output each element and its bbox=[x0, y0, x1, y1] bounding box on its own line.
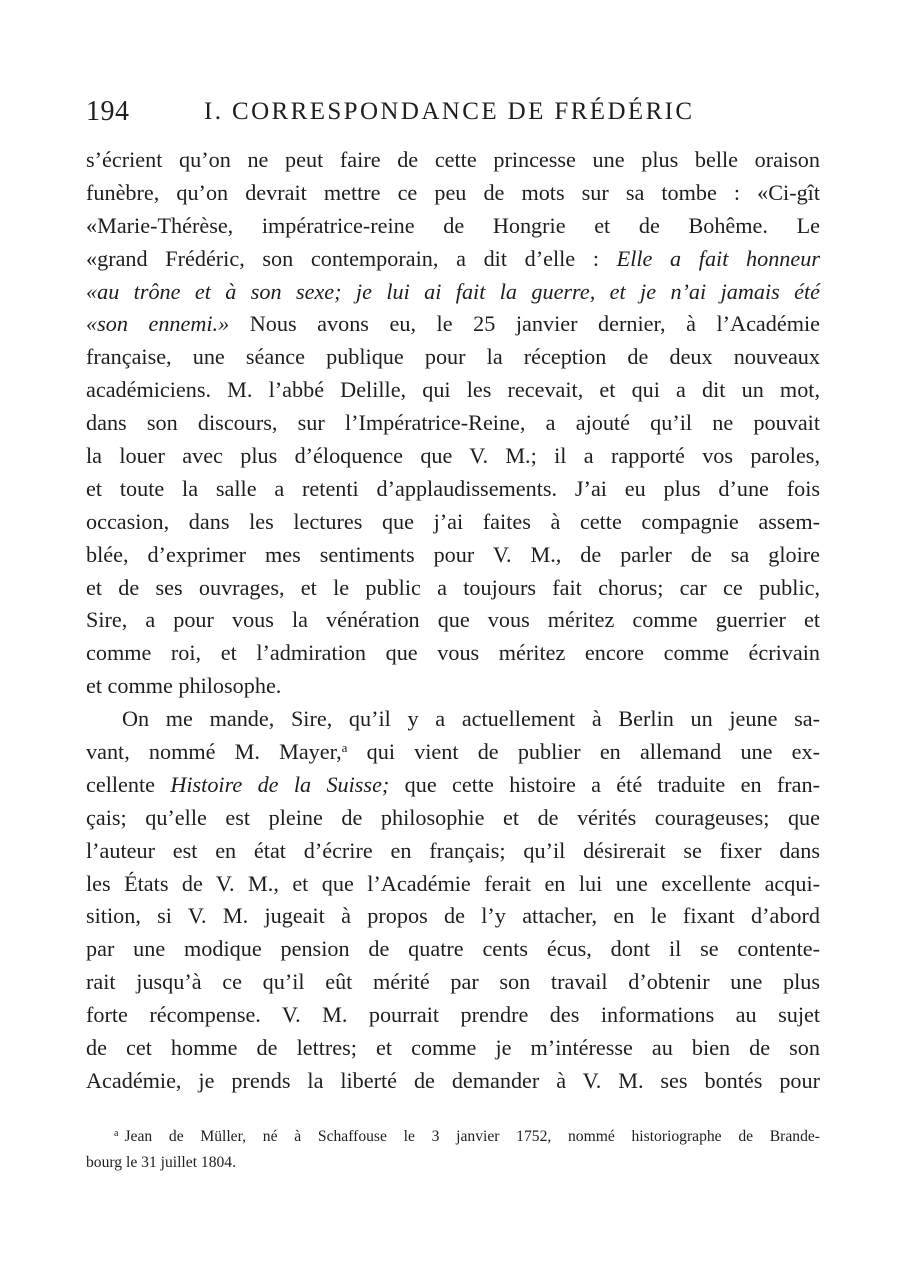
paragraph-2 bbox=[86, 703, 820, 1098]
text-line: On me mande, Sire, qu’il y a actuellement à Berlin un jeune sa- bbox=[122, 706, 820, 732]
text-line bbox=[86, 243, 820, 276]
body-text bbox=[86, 144, 820, 1098]
footnote-line: bourg le 31 juillet 1804. bbox=[86, 1154, 237, 1171]
text-run: qui vient de publier en allemand une ex- bbox=[347, 739, 820, 765]
text-line: par une modique pension de quatre cents écus, dont il se contente- bbox=[86, 936, 820, 962]
text-line: Académie, je prends la liberté de demander à V. M. ses bontés pour bbox=[86, 1067, 820, 1093]
page-header bbox=[86, 96, 826, 136]
text-run: vant, nommé M. Mayer, bbox=[86, 739, 342, 765]
text-line: les États de V. M., et que l’Académie ferait en lui une excellente acqui- bbox=[86, 870, 820, 896]
book-title: Histoire de la Suisse; bbox=[170, 771, 390, 797]
footnotes bbox=[86, 1124, 820, 1176]
italic-quote: «au trône et à son sexe; je lui ai fait la guerre, et je n’ai jamais été bbox=[86, 278, 820, 304]
text-line bbox=[86, 308, 820, 341]
text-line: l’auteur est en état d’écrire en français; qu’il désirerait se fixer dans bbox=[86, 837, 820, 863]
text-line: çais; qu’elle est pleine de philosophie et de vérités courageuses; que bbox=[86, 804, 820, 830]
text-line bbox=[86, 736, 820, 769]
text-line: académiciens. M. l’abbé Delille, qui les recevait, et qui a dit un mot, bbox=[86, 377, 820, 403]
italic-quote: «son ennemi.» bbox=[86, 311, 230, 337]
paragraph-1 bbox=[86, 144, 820, 703]
text-line bbox=[86, 276, 820, 309]
italic-quote: Elle a fait honneur bbox=[616, 245, 820, 271]
text-run: Nous avons eu, le 25 janvier dernier, à l’Académie bbox=[229, 311, 820, 337]
text-run: que cette histoire a été traduite en fran- bbox=[389, 771, 821, 797]
text-line: Sire, a pour vous la vénération que vous méritez comme guerrier et bbox=[86, 607, 820, 633]
page-number: 194 bbox=[86, 96, 130, 127]
text-line: la louer avec plus d’éloquence que V. M.; il a rapporté vos paroles, bbox=[86, 443, 820, 469]
running-title: I. CORRESPONDANCE DE FRÉDÉRIC bbox=[204, 98, 695, 125]
text-line: de cet homme de lettres; et comme je m’intéresse au bien de son bbox=[86, 1035, 820, 1061]
text-line: s’écrient qu’on ne peut faire de cette princesse une plus belle oraison bbox=[86, 147, 820, 172]
text-line: française, une séance publique pour la réception de deux nouveaux bbox=[86, 344, 820, 370]
text-line: et toute la salle a retenti d’applaudissements. J’ai eu plus d’une fois bbox=[86, 475, 820, 501]
text-line: funèbre, qu’on devrait mettre ce peu de mots sur sa tombe : «Ci-gît bbox=[86, 179, 820, 205]
text-line: et comme philosophe. bbox=[86, 673, 282, 699]
text-line: blée, d’exprimer mes sentiments pour V. M., de parler de sa gloire bbox=[86, 541, 820, 567]
footnote-line bbox=[86, 1124, 820, 1150]
text-line: dans son discours, sur l’Impératrice-Reine, a ajouté qu’il ne pouvait bbox=[86, 410, 820, 436]
text-run: «grand Frédéric, son contemporain, a dit d’elle : bbox=[86, 245, 617, 271]
text-line: occasion, dans les lectures que j’ai faites à cette compagnie assem- bbox=[86, 508, 820, 534]
footnote-text: Jean de Müller, né à Schaffouse le 3 janvier 1752, nommé historiographe de Brande- bbox=[124, 1128, 820, 1145]
text-line: rait jusqu’à ce qu’il eût mérité par son travail d’obtenir une plus bbox=[86, 969, 820, 995]
text-line bbox=[86, 769, 820, 802]
footnote-reference[interactable]: a bbox=[341, 740, 348, 756]
text-line: forte récompense. V. M. pourrait prendre des informations au sujet bbox=[86, 1002, 820, 1028]
text-line: comme roi, et l’admiration que vous méritez encore comme écrivain bbox=[86, 640, 820, 666]
text-line: sition, si V. M. jugeait à propos de l’y attacher, en le fixant d’abord bbox=[86, 903, 820, 929]
text-line: «Marie-Thérèse, impératrice-reine de Hongrie et de Bohême. Le bbox=[86, 212, 820, 238]
footnote-mark: a bbox=[114, 1128, 119, 1139]
text-run: cellente bbox=[86, 771, 171, 797]
text-line: et de ses ouvrages, et le public a toujours fait chorus; car ce public, bbox=[86, 574, 820, 600]
